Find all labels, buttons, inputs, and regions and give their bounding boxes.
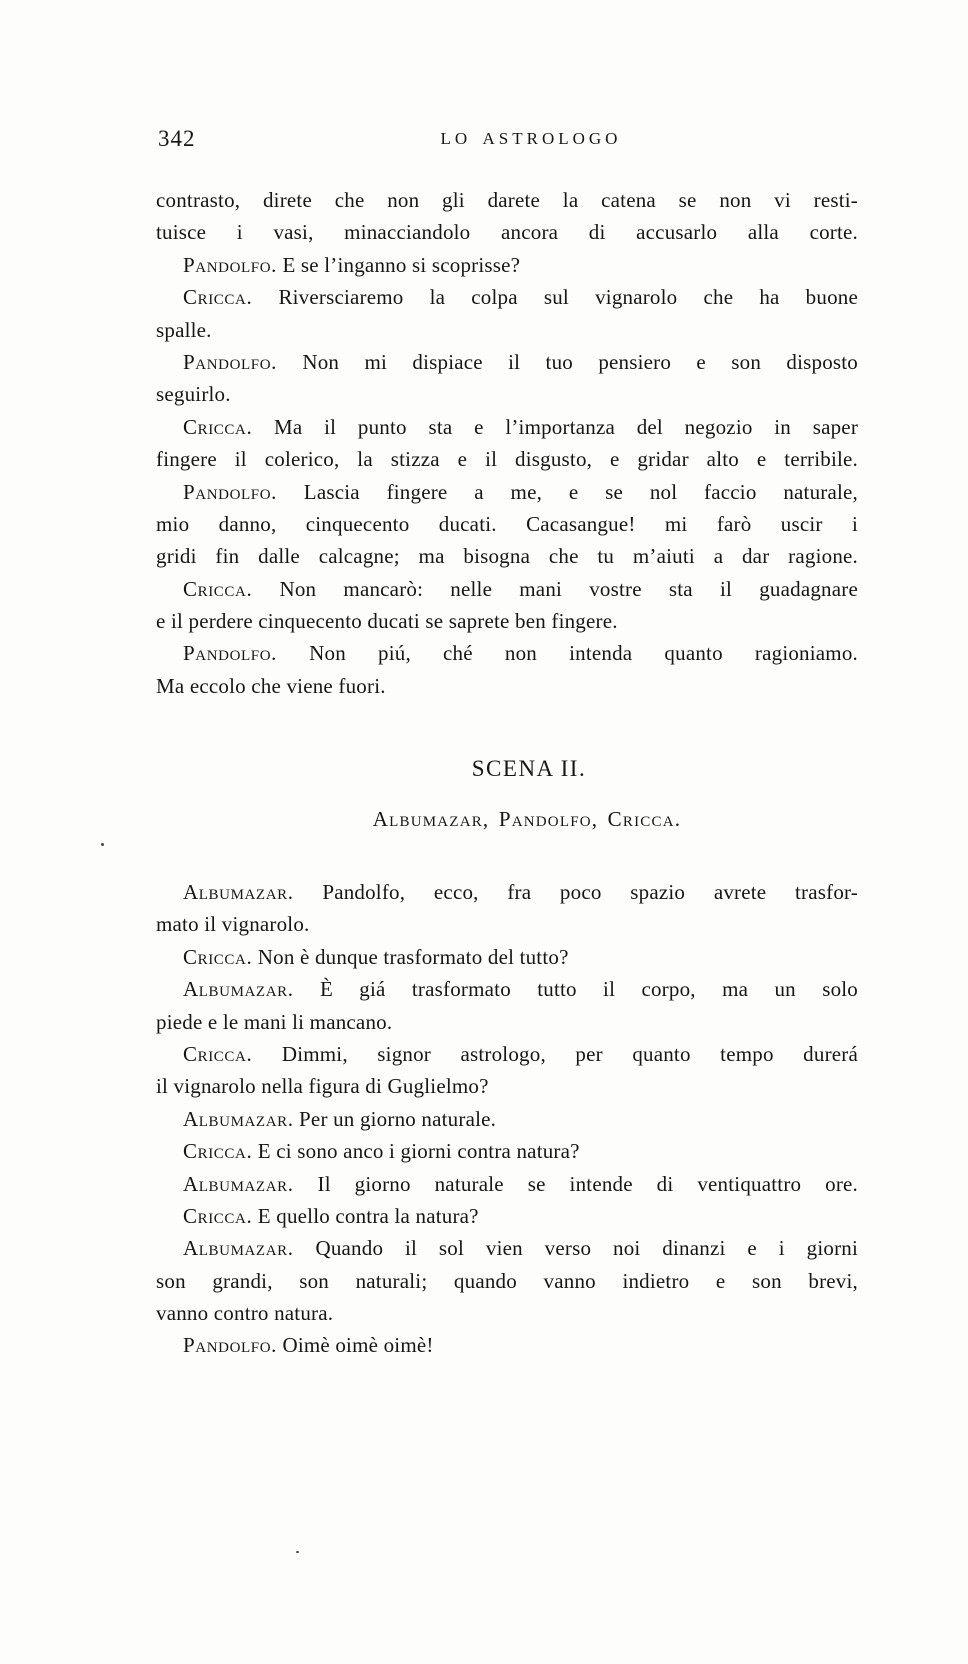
speaker-name: Cricca.	[183, 414, 253, 439]
text-line: Cricca. Riversciaremo la colpa sul vignarolo che ha buone	[183, 285, 858, 310]
text-line: Cricca. E quello contra la natura?	[183, 1203, 479, 1228]
text-line: tuisce i vasi, minacciandolo ancora di accusarlo alla corte.	[156, 220, 858, 245]
text-line: spalle.	[156, 317, 212, 342]
speaker-name: Pandolfo.	[183, 1333, 277, 1358]
speaker-name: Pandolfo.	[183, 349, 277, 374]
speaker-name: Pandolfo.	[183, 252, 277, 277]
text-line: mato il vignarolo.	[156, 912, 310, 937]
text-line: Albumazar. Per un giorno naturale.	[183, 1106, 497, 1131]
text-line: Albumazar. Pandolfo, ecco, fra poco spazio avrete trasfor-	[183, 880, 858, 904]
speaker-name: Albumazar.	[183, 880, 294, 904]
text-line: Cricca. Dimmi, signor astrologo, per quanto tempo durerá	[183, 1041, 858, 1066]
text-line: Cricca. Ma il punto sta e l’importanza del negozio in saper	[183, 414, 858, 439]
text-block-scene-two	[156, 876, 858, 1362]
text-line: Cricca. Non mancarò: nelle mani vostre sta il guadagnare	[183, 576, 858, 601]
text-line: gridi fin dalle calcagne; ma bisogna che tu m’aiuti a dar ragione.	[156, 544, 858, 569]
speaker-name: Albumazar.	[183, 1236, 294, 1261]
text-line: vanno contro natura.	[156, 1301, 334, 1326]
scan-speck	[296, 1551, 299, 1553]
text-line: Cricca. Non è dunque trasformato del tutto?	[183, 944, 569, 969]
speaker-name: Albumazar.	[183, 1171, 294, 1196]
running-title: LO ASTROLOGO	[440, 129, 622, 148]
scan-speck	[101, 843, 104, 846]
text-line: Ma eccolo che viene fuori.	[156, 673, 386, 698]
text-line: mio danno, cinquecento ducati. Cacasangue! mi farò uscir i	[156, 511, 858, 536]
text-line: Pandolfo. E se l’inganno si scoprisse?	[183, 252, 521, 277]
text-line: Pandolfo. Non piú, ché non intenda quanto ragioniamo.	[183, 641, 858, 666]
speaker-name: Cricca.	[183, 1139, 253, 1164]
text-block-scene-one-end	[156, 184, 858, 702]
text-line: seguirlo.	[156, 382, 231, 407]
text-line: Pandolfo. Non mi dispiace il tuo pensiero e son disposto	[183, 349, 858, 374]
text-line: Albumazar. È giá trasformato tutto il corpo, ma un solo	[183, 977, 858, 1002]
text-line: Pandolfo. Lascia fingere a me, e se nol faccio naturale,	[183, 479, 858, 504]
speaker-name: Cricca.	[183, 576, 253, 601]
text-line: Pandolfo. Oimè oimè oimè!	[183, 1333, 434, 1358]
page-number: 342	[158, 126, 196, 151]
scene-cast-list: Albumazar, Pandolfo, Cricca.	[372, 807, 682, 831]
text-line: fingere il colerico, la stizza e il disgusto, e gridar alto e terribile.	[156, 447, 858, 472]
speaker-name: Cricca.	[183, 944, 253, 969]
speaker-name: Pandolfo.	[183, 641, 277, 666]
text-line: il vignarolo nella figura di Guglielmo?	[156, 1074, 489, 1099]
text-line: Cricca. E ci sono anco i giorni contra natura?	[183, 1139, 580, 1164]
speaker-name: Albumazar.	[183, 977, 294, 1002]
speaker-name: Cricca.	[183, 1041, 253, 1066]
text-line: piede e le mani li mancano.	[156, 1009, 393, 1034]
speaker-name: Cricca.	[183, 285, 253, 310]
scene-heading: SCENA II.	[471, 756, 587, 781]
text-line: son grandi, son naturali; quando vanno indietro e son brevi,	[156, 1268, 858, 1293]
speaker-name: Pandolfo.	[183, 479, 277, 504]
speaker-name: Cricca.	[183, 1203, 253, 1228]
page-header	[156, 126, 858, 156]
text-line: Albumazar. Il giorno naturale se intende di ventiquattro ore.	[183, 1171, 858, 1196]
text-line: Albumazar. Quando il sol vien verso noi dinanzi e i giorni	[183, 1236, 858, 1261]
text-line: e il perdere cinquecento ducati se saprete ben fingere.	[156, 609, 618, 634]
speaker-name: Albumazar.	[183, 1106, 294, 1131]
text-line: contrasto, direte che non gli darete la catena se non vi resti-	[156, 188, 858, 212]
